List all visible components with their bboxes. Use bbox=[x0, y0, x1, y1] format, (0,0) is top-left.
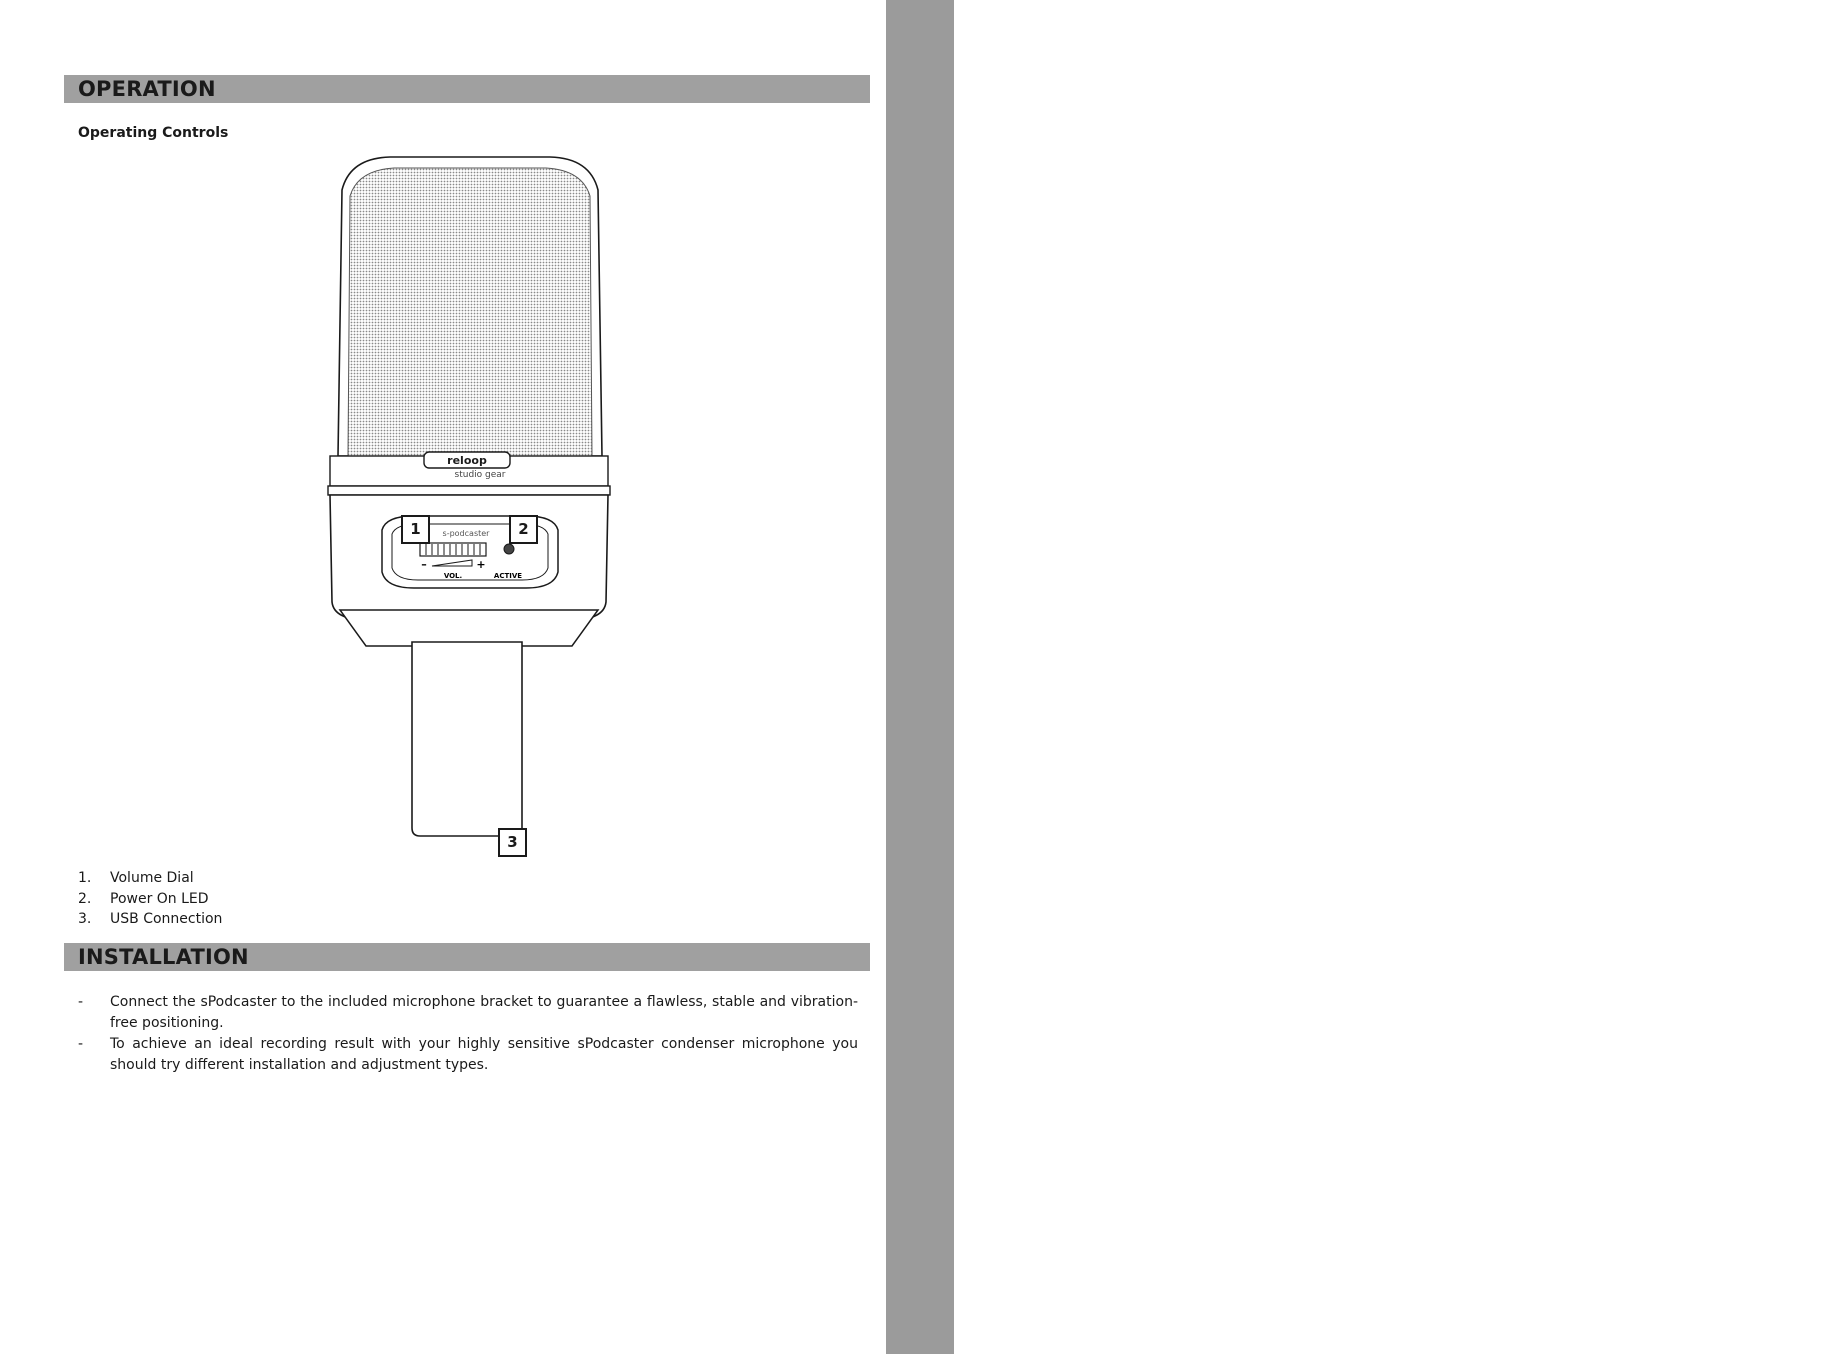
list-number: 3. bbox=[78, 911, 92, 927]
bullet-text: Connect the sPodcaster to the included microphone bracket to guarantee a flawless, stable and vibration-free positioning. bbox=[110, 994, 858, 1031]
power-led-indicator bbox=[504, 544, 514, 554]
installation-title: INSTALLATION bbox=[78, 945, 249, 969]
list-number: 2. bbox=[78, 890, 92, 907]
bullet-dash: - bbox=[78, 1036, 84, 1052]
volume-minus-sign: – bbox=[421, 558, 427, 571]
handle bbox=[412, 642, 522, 836]
list-item bbox=[78, 1034, 858, 1076]
collar-ring bbox=[328, 486, 610, 495]
operating-controls-heading: Operating Controls bbox=[78, 125, 229, 141]
operation-header-bar bbox=[64, 75, 870, 103]
list-text: Power On LED bbox=[110, 890, 209, 907]
active-label: ACTIVE bbox=[493, 572, 523, 580]
microphone-illustration bbox=[320, 150, 620, 860]
installation-list bbox=[78, 992, 858, 1076]
installation-header-bar bbox=[64, 943, 870, 971]
microphone-diagram bbox=[320, 150, 620, 860]
grille-mesh bbox=[348, 168, 592, 456]
model-label: s-podcaster bbox=[442, 529, 490, 538]
bullet-dash: - bbox=[78, 994, 84, 1010]
neck-taper bbox=[340, 610, 598, 646]
brand-logo-text: reloop bbox=[447, 454, 487, 467]
callout-3: 3 bbox=[498, 828, 527, 857]
volume-plus-sign: + bbox=[476, 558, 486, 571]
brand-sub-text: studio gear bbox=[454, 470, 506, 480]
list-number: 1. bbox=[78, 870, 92, 886]
language-side-tab bbox=[886, 0, 1830, 1354]
list-text: USB Connection bbox=[110, 911, 223, 927]
callout-2: 2 bbox=[509, 515, 538, 544]
bullet-text: To achieve an ideal recording result with your highly sensitive sPodcaster condenser microphone you should try different installation and adjustment types. bbox=[110, 1036, 858, 1073]
volume-dial[interactable] bbox=[420, 543, 486, 556]
vol-label: VOL. bbox=[443, 572, 463, 580]
list-text: Volume Dial bbox=[110, 870, 194, 886]
callout-1: 1 bbox=[401, 515, 430, 544]
list-item bbox=[78, 992, 858, 1034]
operation-title: OPERATION bbox=[78, 77, 216, 101]
language-label: ENGLISH bbox=[1780, 556, 1830, 796]
